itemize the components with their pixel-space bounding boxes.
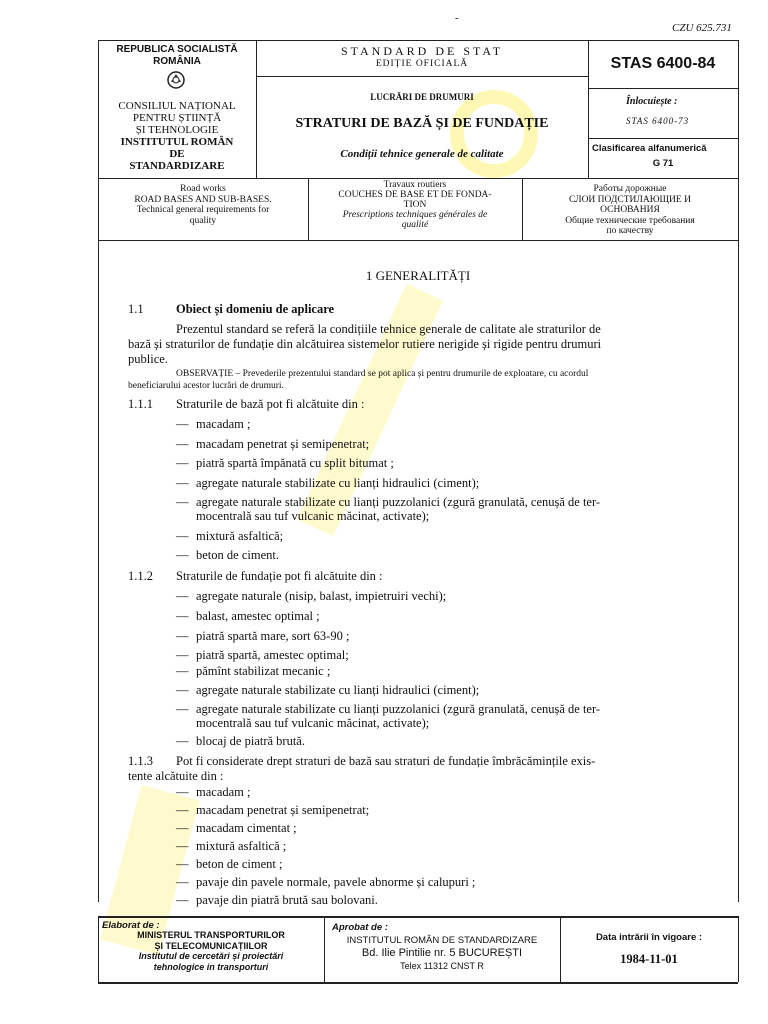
list-item: — pavaje din piatră brută sau bolovani.	[176, 893, 378, 907]
list-item: — macadam penetrat și semipenetrat;	[176, 803, 370, 817]
institute-line3: STANDARDIZARE	[129, 160, 225, 172]
s112-number: 1.1.2	[128, 569, 153, 583]
council-line1: CONSILIUL NAȚIONAL	[118, 100, 236, 112]
list-item: — piatră spartă, amestec optimal;	[176, 648, 349, 662]
s113-line2: tente alcătuite din :	[128, 769, 224, 783]
list-item: — macadam ;	[176, 417, 251, 431]
s11-number: 1.1	[128, 302, 144, 316]
replaces-value: STAS 6400-73	[626, 116, 690, 126]
list-item: — balast, amestec optimal ;	[176, 609, 320, 623]
institute-line2: DE	[169, 148, 185, 160]
fr-line5: qualité	[401, 220, 429, 230]
country-line2: ROMÂNIA	[153, 56, 201, 67]
elaborat-label: Elaborat de :	[102, 920, 160, 931]
stas-number: STAS 6400-84	[610, 55, 716, 72]
ru-line3: ОСНОВАНИЯ	[600, 205, 660, 215]
en-line4: quality	[189, 215, 217, 226]
elaborat-line2: ȘI TELECOMUNICAȚIILOR	[154, 940, 268, 951]
replaces-label: Înlocuiește :	[626, 96, 678, 107]
ru-line4: Общие технические требования	[565, 215, 695, 226]
edition: EDIȚIE OFICIALĂ	[375, 59, 469, 69]
data-value: 1984-11-01	[620, 952, 678, 966]
fr-line4: Prescriptions techniques générales de	[342, 210, 488, 220]
document-title: STRATURI DE BAZĂ ȘI DE FUNDAȚIE	[295, 116, 549, 131]
ru-line1: Работы дорожные	[593, 184, 667, 194]
fr-line3: TION	[403, 200, 427, 210]
s11-title: Obiect și domeniu de aplicare	[176, 302, 335, 316]
aprobat-line1: INSTITUTUL ROMÂN DE STANDARDIZARE	[346, 935, 538, 946]
aprobat-line3: Telex 11312 CNST R	[400, 961, 484, 971]
list-item: — beton de ciment.	[176, 548, 279, 562]
section-title: 1 GENERALITĂȚI	[365, 268, 471, 283]
top-mark: -	[455, 12, 459, 24]
fr-line2: COUCHES DE BASE ET DE FONDA-	[338, 190, 492, 200]
aprobat-line2: Bd. Ilie Pintilie nr. 5 BUCUREȘTI	[361, 947, 523, 959]
list-item: — macadam cimentat ;	[176, 821, 297, 835]
s11-para-line1: Prezentul standard se referă la condițiile tehnice generale de calitate ale straturilor de	[176, 322, 601, 336]
list-item: — agregate naturale stabilizate cu lianți puzzolanici (zgură granulată, cenușă de ter-	[176, 495, 601, 509]
classification-label: Clasificarea alfanumerică	[592, 143, 707, 154]
list-item: — macadam penetrat și semipenetrat;	[176, 437, 370, 451]
list-item: — macadam ;	[176, 785, 251, 799]
list-item: — pămînt stabilizat mecanic ;	[176, 664, 331, 678]
list-item-continuation: mocentrală sau tuf vulcanic măcinat, activate);	[196, 716, 430, 730]
en-line2: ROAD BASES AND SUB-BASES.	[134, 194, 272, 205]
elaborat-line3: Institutul de cercetări și proiectări	[138, 951, 284, 961]
s111-number: 1.1.1	[128, 397, 153, 411]
list-item: — piatră spartă împănată cu split bitumat ;	[176, 456, 394, 470]
czu-code: CZU 625.731	[672, 22, 732, 34]
ru-line2: СЛОИ ПОДСТИЛАЮЩИЕ И	[569, 194, 691, 205]
list-item: — agregate naturale stabilizate cu lianți hidraulici (ciment);	[176, 683, 480, 697]
list-item: — beton de ciment ;	[176, 857, 283, 871]
council-line2: PENTRU ȘTIINȚĂ	[132, 112, 222, 124]
s112-text: Straturile de fundație pot fi alcătuite din :	[176, 569, 383, 583]
fr-line1: Travaux routiers	[383, 180, 447, 190]
list-item: — mixtură asfaltică ;	[176, 839, 287, 853]
en-line3: Technical general requirements for	[136, 205, 270, 215]
aprobat-label: Aprobat de :	[332, 922, 388, 933]
country-line1: REPUBLICA SOCIALISTĂ	[116, 44, 238, 55]
elaborat-line1: MINISTERUL TRANSPORTURILOR	[137, 930, 285, 940]
council-line3: ȘI TEHNOLOGIE	[135, 124, 219, 136]
obs-line2: beneficiarului acestor lucrări de drumuri.	[128, 381, 284, 391]
s113-line1: Pot fi considerate drept straturi de bază sau straturi de fundație îmbrăcămințile exis-	[176, 754, 596, 768]
list-item: — agregate naturale (nisip, balast, impietruiri vechi);	[176, 589, 447, 603]
obs-line1: OBSERVAȚIE – Prevederile prezentului standard se pot aplica și pentru drumurile de exploatare, cu acordul	[176, 369, 589, 379]
domain-label: LUCRĂRI DE DRUMURI	[370, 92, 474, 102]
ru-line5: по качеству	[606, 226, 654, 236]
standard-type: STANDARD DE STAT	[340, 44, 504, 58]
institute-line1: INSTITUTUL ROMÂN	[120, 136, 234, 148]
s111-text: Straturile de bază pot fi alcătuite din :	[176, 397, 365, 411]
s11-para-line2: bază și straturilor de fundație din alcătuirea sistemelor rutiere nerigide și rigide pentru drumuri	[128, 337, 602, 351]
list-item-continuation: mocentrală sau tuf vulcanic măcinat, activate);	[196, 509, 430, 523]
list-item: — pavaje din pavele normale, pavele abnorme și calupuri ;	[176, 875, 476, 889]
list-item: — blocaj de piatră brută.	[176, 734, 305, 748]
s113-number: 1.1.3	[128, 754, 153, 768]
s11-para-line3: publice.	[128, 352, 168, 366]
coat-of-arms-emblem	[166, 70, 186, 90]
elaborat-line4: tehnologice in transporturi	[153, 961, 269, 972]
list-item: — agregate naturale stabilizate cu lianți puzzolanici (zgură granulată, cenușă de ter-	[176, 702, 601, 716]
list-item: — mixtură asfaltică;	[176, 529, 284, 543]
data-label: Data intrării în vigoare :	[595, 932, 703, 943]
document-subtitle: Condiții tehnice generale de calitate	[340, 148, 504, 160]
list-item: — agregate naturale stabilizate cu lianți hidraulici (ciment);	[176, 476, 480, 490]
list-item: — piatră spartă mare, sort 63-90 ;	[176, 629, 350, 643]
classification-value: G 71	[652, 158, 674, 169]
en-line1: Road works	[180, 184, 226, 194]
